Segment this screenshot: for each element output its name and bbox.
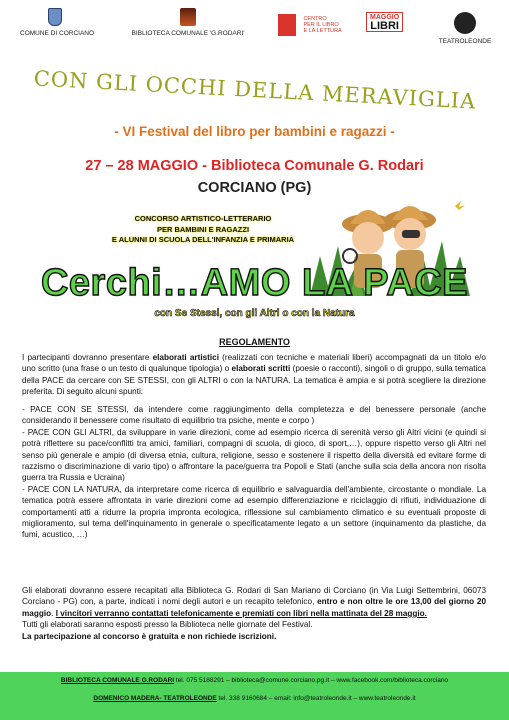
contact-footer bbox=[0, 672, 509, 720]
comune-logo bbox=[20, 6, 95, 37]
event-title: CON GLI OCCHI DELLA MERAVIGLIA bbox=[33, 66, 477, 114]
topic-nature: - PACE CON LA NATURA, da interpretare come ricerca di equilibrio e salvaguardia dell'ambiente, circostante o mondiale. La tematica potrà essere affrontata in varie direzioni come ad esempio differenziazione e riciclaggio di rifiuti, individuazione di comportamenti atti a ridurre la propria impronta ecologica, riflessione sul cambiamento climatico e su eventuali proposte di miglioramento, sul tema dell'inquinamento in generale o specificatamente legato a un settore (inquinamento da plastiche, da fumi, acustico, …) bbox=[22, 484, 486, 540]
free-participation-note: La partecipazione al concorso è gratuita e non richiede iscrizioni. bbox=[22, 631, 277, 641]
contest-heading bbox=[88, 214, 318, 246]
cepell-mark-icon bbox=[278, 14, 296, 36]
rules-submission: Gli elaborati dovranno essere recapitati alla Biblioteca G. Rodari di San Mariano di Corciano (in Via Luigi Settembrini, 06073 Corciano - PG) con, a parte, indicati i nomi degli autori e un recapito telefonico, entro e non oltre le ore 13,00 del giorno 20 maggio. I vincitori verranno contattati telefonicamente e premiati con libri nella mattinata del 28 maggio. Tutti gli elaborati saranno esposti presso la Biblioteca nelle giornate del Festival. La partecipazione al concorso è gratuita e non richiede iscrizioni. bbox=[22, 586, 487, 641]
contest-title: Cerchi…AMO LA PACE bbox=[40, 262, 469, 304]
rules-paragraph-1: I partecipanti dovranno presentare elaborati artistici (realizzati con tecniche e materiali liberi) accompagnati da un titolo e/o uno scritto (una frase o un testo di qualunque tipologia) o elaborati scritti (poesie o racconti), singoli o di gruppo, sulla tematica della PACE da cercare con SE STESSI, con gli ALTRI o con la NATURA. La tematica è ampia e si potrà scegliere la direzione preferita. Di seguito alcuni spunti: bbox=[22, 353, 486, 397]
comune-caption: COMUNE DI CORCIANO bbox=[20, 30, 95, 37]
library-contact: BIBLIOTECA COMUNALE G.RODARI tel. 075 5188291 – biblioteca@comune.corciano.pg.it – www.facebook.com/biblioteca.corciano bbox=[60, 677, 449, 684]
maggio-line-2: LIBRI bbox=[370, 20, 399, 32]
biblioteca-logo bbox=[128, 6, 248, 37]
cepell-line-1: CENTRO bbox=[303, 16, 327, 22]
festival-subtitle: - VI Festival del libro per bambini e ragazzi - bbox=[114, 124, 395, 139]
contest-line-1: CONCORSO ARTISTICO-LETTERARIO bbox=[134, 214, 272, 223]
maggio-line-1: MAGGIO bbox=[370, 14, 400, 21]
event-dates: 27 – 28 MAGGIO - Biblioteca Comunale G. Rodari bbox=[85, 158, 424, 174]
rules-topics bbox=[22, 404, 486, 541]
contest-line-3: E ALUNNI DI SCUOLA DELL'INFANZIA E PRIMARIA bbox=[111, 235, 295, 244]
topic-others: - PACE CON GLI ALTRI, da sviluppare in varie direzioni, come ad esempio ricerca di serenità verso gli Altri vicini (e quindi si potrà riflettere su pace/conflitti tra amici, familiari, compagni di scuola, di gioco, di sport,…), oppure rispetto verso gli Altri nel senso più generale e ampio (di diversa etnia, cultura, religione, sesso e sostenere il rispetto della diversità ed evitare forme di razzismo o discriminazione di vario tipo) o affrontare la pace/guerra tra Popoli e Stati (anche sulla scia della ancora non risolta guerra tra Russia e Ucraina) bbox=[22, 427, 486, 483]
contest-line-2: PER BAMBINI E RAGAZZI bbox=[156, 224, 250, 234]
biblioteca-caption: BIBLIOTECA COMUNALE 'G.RODARI' bbox=[131, 30, 245, 37]
book-icon bbox=[180, 8, 196, 26]
theatre-icon bbox=[454, 12, 476, 34]
event-city: CORCIANO (PG) bbox=[197, 180, 312, 196]
theatre-contact: DOMENICO MADERA- TEATROLEONDE tel. 338 9160684 – email: info@teatroleonde.it – www.teatroleonde.it bbox=[93, 695, 416, 702]
cepell-line-3: E LA LETTURA bbox=[303, 28, 342, 34]
crest-icon bbox=[48, 8, 62, 26]
maggio-libri-logo bbox=[366, 12, 403, 32]
contest-subtitle: con Se Stessi, con gli Altri o con la Natura bbox=[154, 308, 355, 319]
cepell-logo bbox=[278, 14, 342, 36]
logos-row bbox=[0, 6, 509, 54]
teatroleonde-logo bbox=[430, 12, 500, 45]
exhibition-note: Tutti gli elaborati saranno esposti presso la Biblioteca nelle giornate del Festival. bbox=[22, 620, 313, 630]
cepell-line-2: PER IL LIBRO bbox=[303, 22, 339, 28]
rules-heading: REGOLAMENTO bbox=[219, 337, 290, 347]
teatroleonde-caption: TEATROLEONDE bbox=[438, 38, 492, 45]
topic-self: - PACE CON SE STESSI, da intendere come raggiungimento della completezza e del benessere personale (anche considerando il benessere come risultato di equilibrio tra psiche, mente e corpo ) bbox=[22, 405, 486, 426]
